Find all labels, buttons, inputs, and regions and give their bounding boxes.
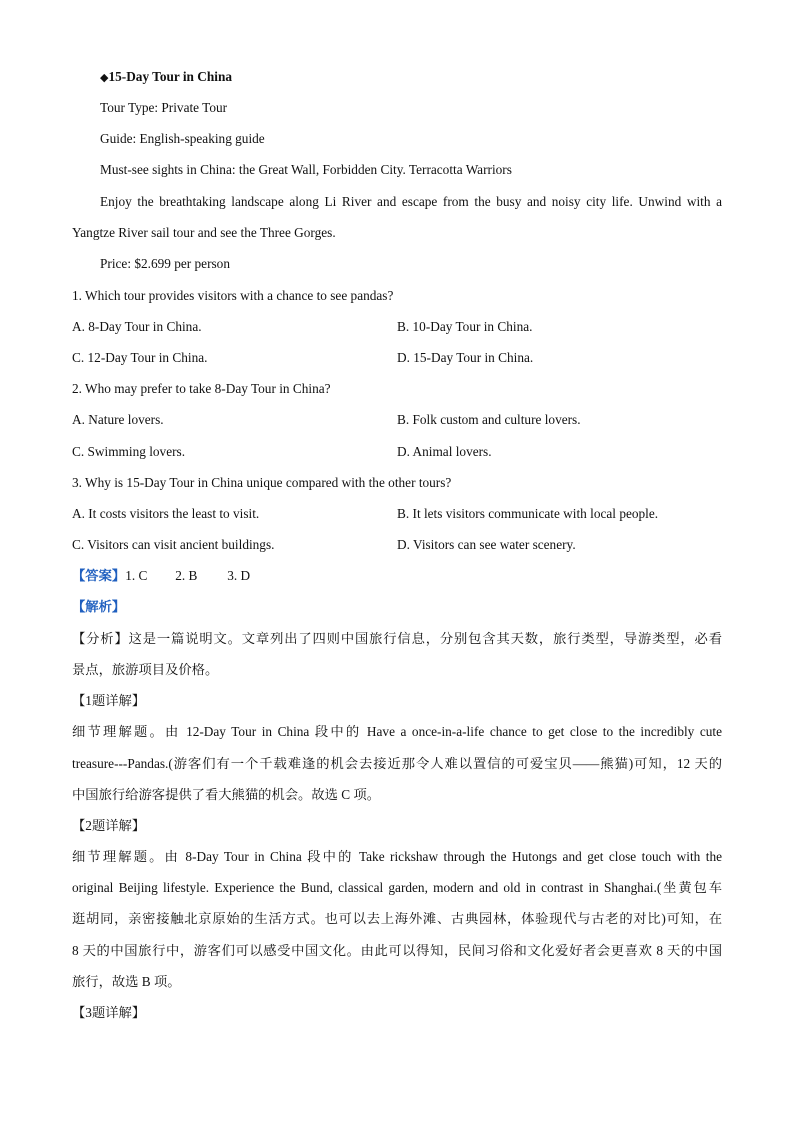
- q1-detail-line1: 细节理解题。由 12-Day Tour in China 段中的 Have a once-in-a-life chance to get close to the incredibly cute: [72, 724, 722, 739]
- question-2-option-a: A. Nature lovers.: [72, 412, 164, 427]
- question-3-stem: 3. Why is 15-Day Tour in China unique compared with the other tours?: [72, 475, 452, 490]
- answer-row: [72, 566, 250, 586]
- question-1-option-b: B. 10-Day Tour in China.: [397, 319, 533, 334]
- question-2-option-d: D. Animal lovers.: [397, 444, 492, 459]
- question-3-option-d: D. Visitors can see water scenery.: [397, 537, 576, 552]
- question-2-stem: 2. Who may prefer to take 8-Day Tour in China?: [72, 381, 331, 396]
- q2-detail-line2: original Beijing lifestyle. Experience the Bund, classical garden, modern and old in contrast in Shanghai.(坐黄包车: [72, 880, 722, 895]
- question-2-option-b: B. Folk custom and culture lovers.: [397, 412, 581, 427]
- q1-detail-line3: 中国旅行给游客提供了看大熊猫的机会。故选 C 项。: [72, 787, 381, 802]
- analysis-summary-line1: 【分析】这是一篇说明文。文章列出了四则中国旅行信息，分别包含其天数，旅行类型，导游类型，必看: [72, 631, 722, 646]
- analysis-summary-line2: 景点，旅游项目及价格。: [72, 662, 219, 677]
- answer-label: 【答案】: [72, 568, 126, 583]
- q2-detail-line4: 8 天的中国旅行中，游客们可以感受中国文化。由此可以得知，民间习俗和文化爱好者会更喜欢 8 天的中国: [72, 943, 722, 958]
- tour-sights: Must-see sights in China: the Great Wall, Forbidden City. Terracotta Warriors: [100, 162, 512, 177]
- tour-price: Price: $2.699 per person: [100, 256, 230, 271]
- question-1-option-d: D. 15-Day Tour in China.: [397, 350, 534, 365]
- q2-detail-line1: 细节理解题。由 8-Day Tour in China 段中的 Take rickshaw through the Hutongs and get close touch with the: [72, 849, 722, 864]
- q2-detail-heading: 【2题详解】: [72, 818, 146, 833]
- q1-detail-line2: treasure---Pandas.(游客们有一个千载难逢的机会去接近那令人难以置信的可爱宝贝——熊猫)可知，12 天的: [72, 756, 722, 771]
- tour-description-line1: Enjoy the breathtaking landscape along Li River and escape from the busy and noisy city life. Unwind with a: [100, 194, 722, 209]
- question-1-stem: 1. Which tour provides visitors with a chance to see pandas?: [72, 288, 394, 303]
- answer-item: 3. D: [227, 568, 251, 583]
- q2-detail-line5: 旅行，故选 B 项。: [72, 974, 181, 989]
- question-1-option-a: A. 8-Day Tour in China.: [72, 319, 202, 334]
- answer-item: 1. C: [125, 568, 148, 583]
- question-3-option-c: C. Visitors can visit ancient buildings.: [72, 537, 275, 552]
- tour-title: ◆15-Day Tour in China: [100, 69, 233, 84]
- question-1-option-c: C. 12-Day Tour in China.: [72, 350, 208, 365]
- question-3-option-b: B. It lets visitors communicate with local people.: [397, 506, 659, 521]
- tour-description-line2: Yangtze River sail tour and see the Three Gorges.: [72, 225, 336, 240]
- question-2-option-c: C. Swimming lovers.: [72, 444, 186, 459]
- answer-item: 2. B: [175, 568, 198, 583]
- question-3-option-a: A. It costs visitors the least to visit.: [72, 506, 260, 521]
- tour-guide: Guide: English-speaking guide: [100, 131, 265, 146]
- q1-detail-heading: 【1题详解】: [72, 693, 146, 708]
- analysis-label: 【解析】: [72, 599, 126, 614]
- q3-detail-heading: 【3题详解】: [72, 1005, 146, 1020]
- tour-type: Tour Type: Private Tour: [100, 100, 228, 115]
- q2-detail-line3: 逛胡同，亲密接触北京原始的生活方式。也可以去上海外滩、古典园林，体验现代与古老的对比)可知，在: [72, 911, 722, 926]
- diamond-bullet-icon: ◆: [100, 72, 109, 84]
